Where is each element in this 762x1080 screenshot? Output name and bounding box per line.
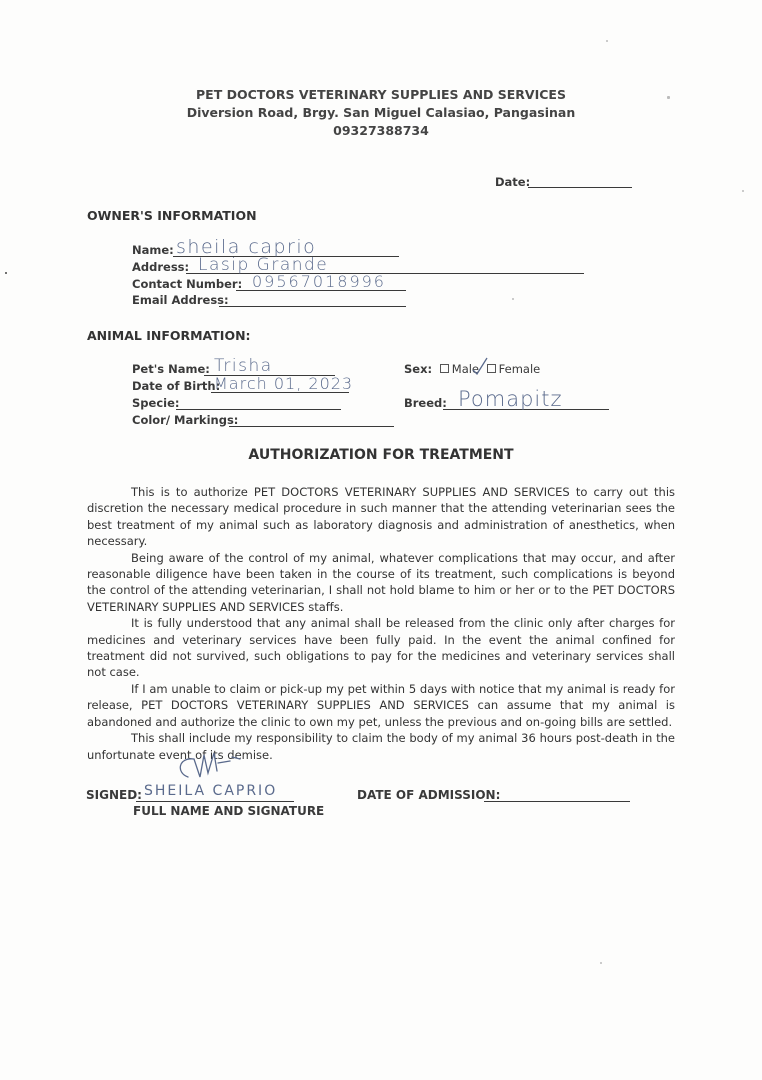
scan-speck xyxy=(606,40,608,42)
clinic-name: PET DOCTORS VETERINARY SUPPLIES AND SERVICES xyxy=(196,87,566,102)
authorization-paragraph: If I am unable to claim or pick-up my pet within 5 days with notice that my animal is ready for release, PET DOCTORS VETERINARY SUPPLIES AND SERVICES can assume that my animal is abandoned and authorize the clinic to own my pet, unless the previous and on-going bills are settled. xyxy=(87,681,675,729)
signed-label: SIGNED: xyxy=(86,788,142,802)
contact-number-label: Contact Number: xyxy=(132,277,243,291)
authorization-paragraph: This shall include my responsibility to claim the body of my animal 36 hours post-death in the unfortunate event of its demise. xyxy=(87,731,675,762)
dob-handwritten: March 01, 2023 xyxy=(214,374,354,393)
owner-name-label: Name: xyxy=(132,243,174,257)
dob-label: Date of Birth: xyxy=(132,379,221,393)
date-of-admission-field[interactable] xyxy=(484,801,630,802)
authorization-body xyxy=(87,484,675,763)
authorization-title: AUTHORIZATION FOR TREATMENT xyxy=(248,447,514,463)
male-option-label: Male xyxy=(451,362,480,376)
authorization-paragraph: This is to authorize PET DOCTORS VETERINARY SUPPLIES AND SERVICES to carry out this discretion the necessary medical procedure in such manner that the attending veterinarian sees the best treatment of my animal such as laboratory diagnosis and administration of anesthetics, when necessary. xyxy=(87,485,675,549)
email-label: Email Address: xyxy=(132,293,229,307)
specie-field[interactable] xyxy=(176,409,341,410)
color-markings-label: Color/ Markings: xyxy=(132,413,239,427)
date-field[interactable] xyxy=(528,187,632,188)
owner-section-title: OWNER'S INFORMATION xyxy=(87,208,257,223)
scan-speck xyxy=(512,298,514,300)
color-markings-field[interactable] xyxy=(229,426,394,427)
animal-section-title: ANIMAL INFORMATION: xyxy=(87,328,251,343)
pet-name-handwritten: Trisha xyxy=(214,356,273,376)
female-option-label: Female xyxy=(498,362,541,376)
date-of-admission-label: DATE OF ADMISSION: xyxy=(357,788,501,802)
breed-label: Breed: xyxy=(404,396,447,410)
pet-name-label: Pet's Name: xyxy=(132,362,210,376)
email-field[interactable] xyxy=(219,306,406,307)
authorization-paragraph: Being aware of the control of my animal, whatever complications that may occur, and after reasonable diligence have been taken in the course of its treatment, such complications is beyond the control of the attending veterinarian, I shall not hold blame to him or her or to the PET DOCTORS VETERINARY SUPPLIES AND SERVICES staffs. xyxy=(87,550,675,614)
scan-speck xyxy=(742,190,744,192)
owner-address-handwritten: Lasip Grande xyxy=(198,255,329,275)
signature-field[interactable] xyxy=(136,801,294,802)
authorization-paragraph: It is fully understood that any animal shall be released from the clinic only after charges for medicines and veterinary services have been fully paid. In the event the animal confined for treatment did not survived, such obligations to pay for the medicines and veterinary services shall not case. xyxy=(87,616,675,680)
signed-name-handwritten: SHEILA CAPRIO xyxy=(144,783,278,799)
clinic-phone: 09327388734 xyxy=(333,123,429,138)
owner-address-label: Address: xyxy=(132,260,190,274)
signature-caption: FULL NAME AND SIGNATURE xyxy=(133,804,325,818)
male-checkbox[interactable] xyxy=(440,364,449,373)
clinic-address: Diversion Road, Brgy. San Miguel Calasiao, Pangasinan xyxy=(186,105,576,120)
date-label: Date: xyxy=(495,175,531,189)
sex-label: Sex: xyxy=(404,362,433,376)
scan-speck xyxy=(600,962,602,964)
owner-name-handwritten: sheila caprio xyxy=(176,236,317,258)
specie-label: Specie: xyxy=(132,396,180,410)
contact-number-handwritten: 09567018996 xyxy=(252,272,386,291)
breed-handwritten: Pomapitz xyxy=(458,387,563,411)
scan-speck xyxy=(5,272,7,274)
female-checkmark-icon xyxy=(470,355,490,377)
